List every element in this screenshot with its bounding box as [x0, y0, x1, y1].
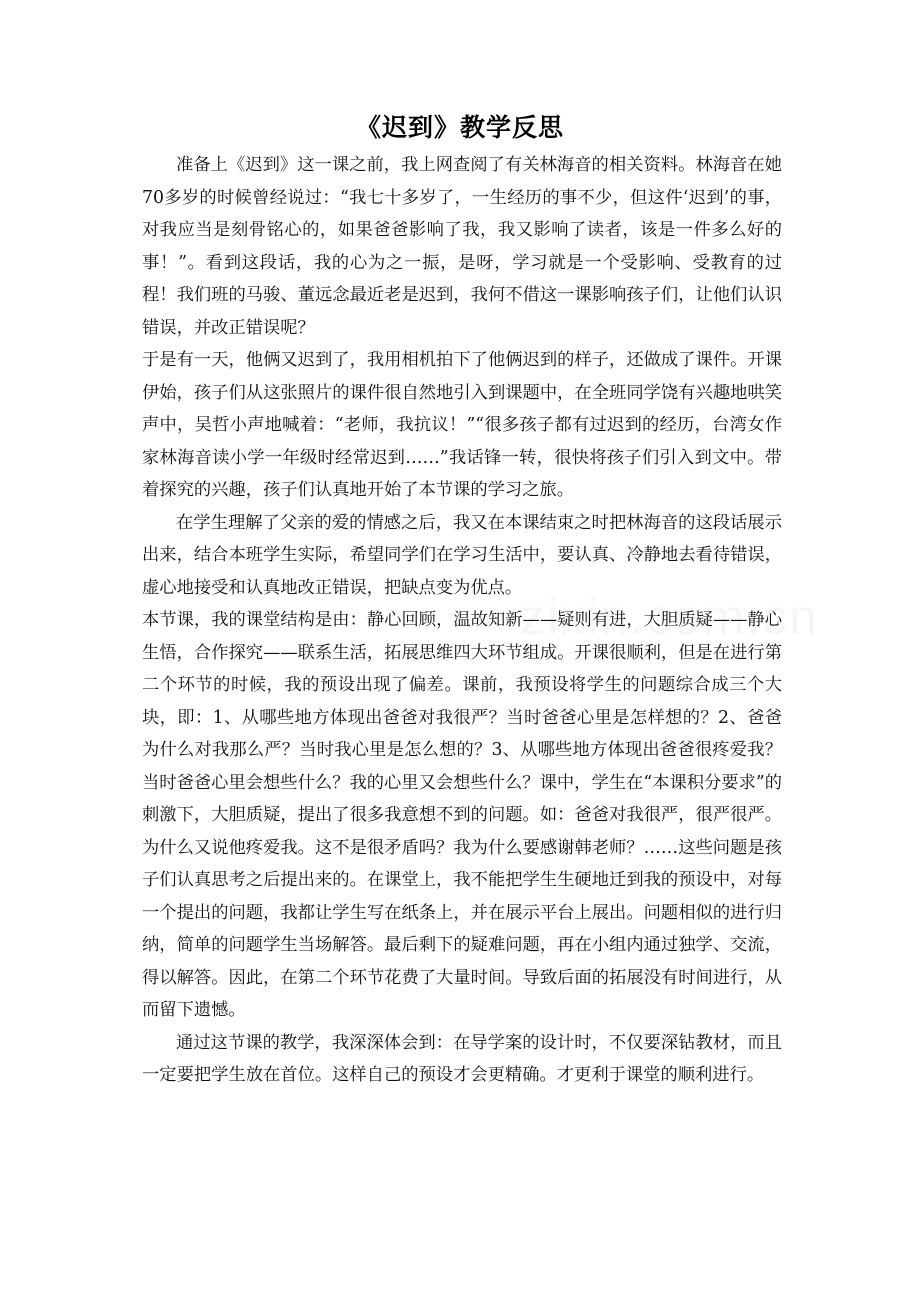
paragraph-4: 本节课，我的课堂结构是由：静心回顾，温故知新——疑则有进，大胆质疑——静心生悟，合作探究——联系生活，拓展思维四大环节组成。开课很顺利，但是在进行第二个环节的时候，我的预设出现了偏差。课前，我预设将学生的问题综合成三个大块，即：1、从哪些地方体现出爸爸对我很严？当时爸爸心里是怎样想的？2、爸爸为什么对我那么严？当时我心里是怎么想的？3、从哪些地方体现出爸爸很疼爱我？当时爸爸心里会想些什么？我的心里又会想些什么？课中，学生在“本课积分要求”的刺激下，大胆质疑，提出了很多我意想不到的问题。如：爸爸对我很严，很严很严。为什么又说他疼爱我。这不是很矛盾吗？我为什么要感谢韩老师？……这些问题是孩子们认真思考之后提出来的。在课堂上，我不能把学生生硬地迁到我的预设中，对每一个提出的问题，我都让学生写在纸条上，并在展示平台上展出。问题相似的进行归纳，简单的问题学生当场解答。最后剩下的疑难问题，再在小组内通过独学、交流，得以解答。因此，在第二个环节花费了大量时间。导致后面的拓展没有时间进行，从而留下遗憾。	[142, 610, 782, 1020]
paragraph-3: 在学生理解了父亲的爱的情感之后，我又在本课结束之时把林海音的这段话展示出来，结合本班学生实际，希望同学们在学习生活中，要认真、冷静地去看待错误，虚心地接受和认真地改正错误，把缺点变为优点。	[142, 512, 782, 598]
document-title: 《迟到》教学反思	[355, 113, 564, 142]
paragraph-1: 准备上《迟到》这一课之前，我上网查阅了有关林海音的相关资料。林海音在她70多岁的时候曾经说过：“我七十多岁了，一生经历的事不少，但这件‘迟到’的事，对我应当是刻骨铭心的，如果爸爸影响了我，我又影响了读者，该是一件多么好的事！”。看到这段话，我的心为之一振，是呀，学习就是一个受影响、受教育的过程！我们班的马骏、董远念最近老是迟到，我何不借这一课影响孩子们，让他们认识错误，并改正错误呢？	[142, 155, 782, 338]
document-body	[142, 149, 782, 1092]
paragraph-2: 于是有一天，他俩又迟到了，我用相机拍下了他俩迟到的样子，还做成了课件。开课伊始，孩子们从这张照片的课件很自然地引入到课题中，在全班同学饶有兴趣地哄笑声中，吴哲小声地喊着：“老师，我抗议！”“很多孩子都有过迟到的经历，台湾女作家林海音读小学一年级时经常迟到……”我话锋一转，很快将孩子们引入到文中。带着探究的兴趣，孩子们认真地开始了本节课的学习之旅。	[142, 350, 782, 500]
paragraph-5: 通过这节课的教学，我深深体会到：在导学案的设计时，不仅要深钻教材，而且一定要把学生放在首位。这样自己的预设才会更精确。才更利于课堂的顺利进行。	[142, 1032, 782, 1085]
